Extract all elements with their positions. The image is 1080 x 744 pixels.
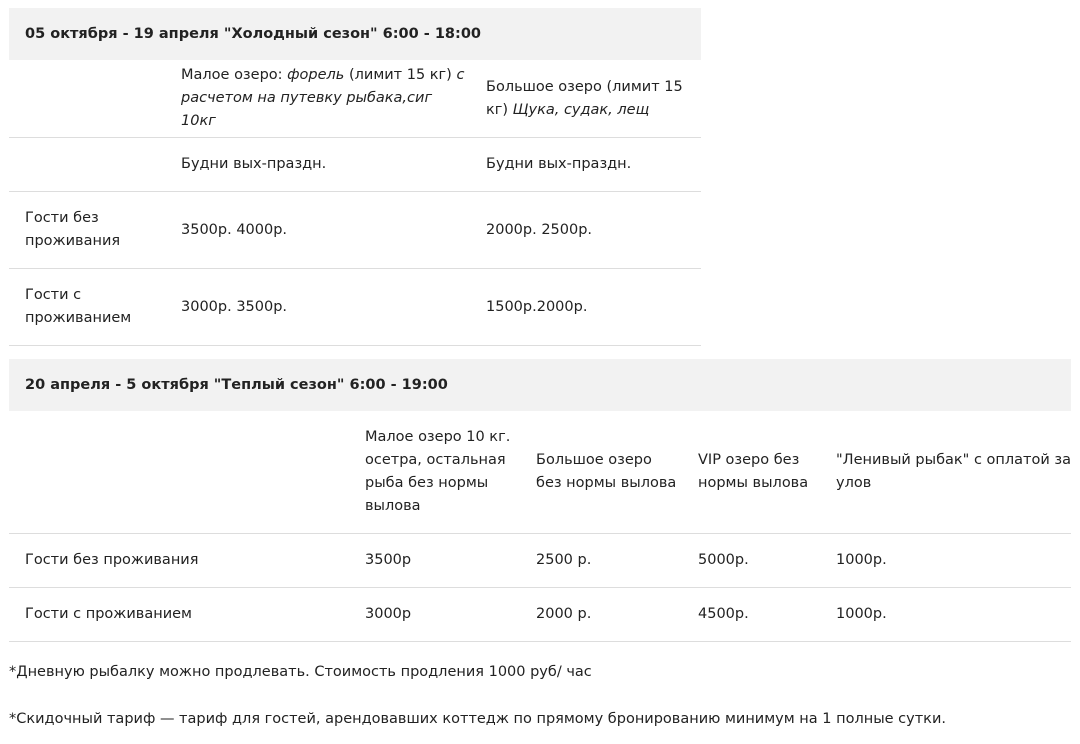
discount-note: *Скидочный тариф — тариф для гостей, арендовавших коттедж по прямому бронированию минимум на 1 полные сутки. <box>9 711 946 727</box>
small-lake-price: 3000р. 3500р. <box>165 269 470 346</box>
small-lake-note: с расчетом на путевку рыбака,сиг 10кг <box>181 67 465 129</box>
big-lake-header: Большое озеро без нормы вылова <box>520 411 682 534</box>
small-lake-header: Малое озеро 10 кг. осетра, остальная рыба без нормы вылова <box>349 411 520 534</box>
big-lake-price: 2500 р. <box>520 534 682 588</box>
cold-season-title: 05 октября - 19 апреля "Холодный сезон" 6:00 - 18:00 <box>9 8 701 60</box>
big-lake-price: 2000 р. <box>520 588 682 642</box>
big-lake-fish: Щука, судак, лещ <box>512 101 650 118</box>
lazy-fisher-price: 1000р. <box>820 588 1071 642</box>
table-row <box>9 588 1071 642</box>
table-row <box>9 534 1071 588</box>
cold-season-table <box>9 8 701 346</box>
big-lake-price: 1500р.2000р. <box>470 269 701 346</box>
big-lake-prefix: Большое озеро (лимит 15 кг) <box>486 78 683 118</box>
small-lake-price: 3500р. 4000р. <box>165 192 470 269</box>
row-label: Гости без проживания <box>9 534 349 588</box>
small-lake-daytypes: Будни вых-праздн. <box>165 138 470 192</box>
small-lake-price: 3500р <box>349 534 520 588</box>
table-row <box>9 269 701 346</box>
small-lake-limit: (лимит 15 кг) <box>344 67 457 83</box>
table-row <box>9 192 701 269</box>
extension-note: *Дневную рыбалку можно продлевать. Стоимость продления 1000 руб/ час <box>9 664 592 680</box>
lazy-fisher-price: 1000р. <box>820 534 1071 588</box>
vip-lake-header: VIP озеро без нормы вылова <box>682 411 820 534</box>
small-lake-fish: форель <box>287 67 345 83</box>
empty-cell <box>9 411 349 534</box>
warm-season-table <box>9 359 1071 642</box>
lazy-fisher-header: "Ленивый рыбак" с оплатой за улов <box>820 411 1071 534</box>
cold-header-row <box>9 60 701 138</box>
warm-season-title-row <box>9 359 1071 411</box>
small-lake-prefix: Малое озеро: <box>181 67 288 83</box>
small-lake-header <box>165 60 470 138</box>
cold-daytype-row <box>9 138 701 192</box>
warm-header-row <box>9 411 1071 534</box>
row-label: Гости без проживания <box>9 192 165 269</box>
empty-cell <box>9 60 165 138</box>
row-label: Гости с проживанием <box>9 269 165 346</box>
vip-lake-price: 5000р. <box>682 534 820 588</box>
row-label: Гости с проживанием <box>9 588 349 642</box>
empty-cell <box>9 138 165 192</box>
big-lake-price: 2000р. 2500р. <box>470 192 701 269</box>
small-lake-price: 3000р <box>349 588 520 642</box>
big-lake-daytypes: Будни вых-праздн. <box>470 138 701 192</box>
cold-season-title-row <box>9 8 701 60</box>
big-lake-header <box>470 60 701 138</box>
vip-lake-price: 4500р. <box>682 588 820 642</box>
warm-season-title: 20 апреля - 5 октября "Теплый сезон" 6:00 - 19:00 <box>9 359 1071 411</box>
